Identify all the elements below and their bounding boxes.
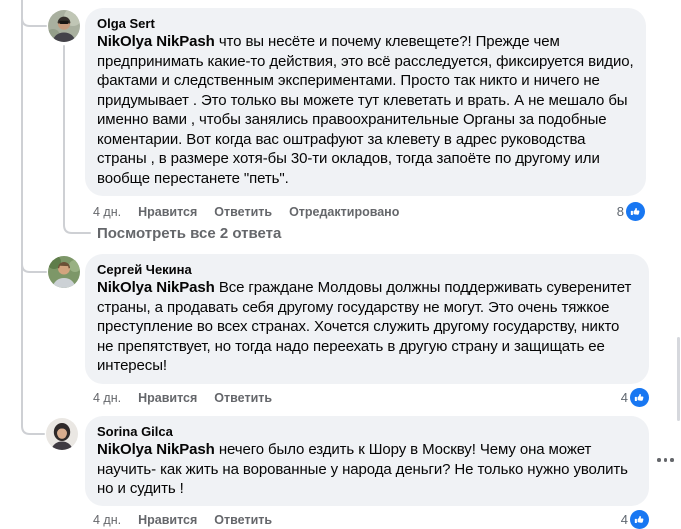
mention-link[interactable]: NikOlya NikPash (97, 441, 215, 458)
comment-text (97, 32, 634, 188)
like-button[interactable]: Нравится (138, 204, 198, 219)
comment-text-body: что вы несёте и почему клевещете?! Прежде чем предпринимать какие-то действия, это всё расследуется, фиксируется видио, фактами и следственным экспериментами. Просто так никто и ничего не придумывает . Это только вы можете тут клеветать и врать. А не мешало бы именно вами , чтобы занялись правоохранительные Органы за подобные коментарии. Вот когда вас оштрафуют за клевету в адрес руководства страны , в размере хотя-бы 30-ти окладов, тогда запоёте по другому или вообще перестанете "петь". (97, 33, 634, 187)
mention-link[interactable]: NikOlya NikPash (97, 279, 215, 296)
comment-bubble (85, 8, 646, 196)
avatar-photo (48, 10, 80, 42)
comment-text (97, 278, 637, 376)
comment-options-button[interactable] (655, 452, 676, 468)
avatar-photo (46, 418, 78, 450)
reply-button[interactable]: Ответить (214, 204, 273, 219)
comment-text (97, 440, 637, 499)
comment-author[interactable]: Sorina Gilca (97, 424, 173, 439)
comment-action-bar (93, 202, 645, 221)
view-replies-link[interactable]: Посмотреть все 2 ответа (97, 225, 282, 242)
timestamp[interactable]: 4 дн. (93, 512, 122, 527)
reaction-count[interactable] (621, 388, 649, 407)
comment-bubble (85, 416, 649, 506)
reaction-count[interactable] (621, 510, 649, 529)
reply-button[interactable]: Ответить (214, 512, 273, 527)
reply-button[interactable]: Ответить (214, 390, 273, 405)
reaction-count[interactable] (617, 202, 645, 221)
like-button[interactable]: Нравится (138, 390, 198, 405)
like-icon (626, 202, 645, 221)
avatar[interactable] (48, 10, 80, 42)
timestamp[interactable]: 4 дн. (93, 204, 122, 219)
ellipsis-icon (657, 458, 661, 462)
comment-author[interactable]: Сергей Чекина (97, 262, 192, 277)
like-count: 8 (616, 204, 624, 219)
like-count: 4 (620, 512, 628, 527)
like-button[interactable]: Нравится (138, 512, 198, 527)
ellipsis-icon (664, 458, 668, 462)
avatar-photo (48, 256, 80, 288)
comment-action-bar (93, 510, 649, 529)
ellipsis-icon (670, 458, 674, 462)
like-count: 4 (620, 390, 628, 405)
comment-bubble (85, 254, 649, 384)
edited-indicator[interactable]: Отредактировано (289, 204, 400, 219)
mention-link[interactable]: NikOlya NikPash (97, 33, 215, 50)
scrollbar-thumb[interactable] (677, 337, 680, 421)
comment-text-body: нечего было ездить к Шору в Москву! Чему она может научить- как жить на ворованные у народа деньги? Не только нужно уволить но и судить ! (97, 441, 628, 497)
like-icon (630, 510, 649, 529)
comment-text-body: Все граждане Молдовы должны поддерживать суверенитет страны, а продавать себя другому государству не могут. Это очень тяжкое преступление во всех странах. Хочется служить другому государству, никто не препятствует, но тогда надо переехать в другую страну и защищать ее интересы! (97, 279, 632, 374)
avatar[interactable] (48, 256, 80, 288)
comment-author[interactable]: Olga Sert (97, 16, 155, 31)
timestamp[interactable]: 4 дн. (93, 390, 122, 405)
like-icon (630, 388, 649, 407)
comment-action-bar (93, 388, 649, 407)
avatar[interactable] (46, 418, 78, 450)
